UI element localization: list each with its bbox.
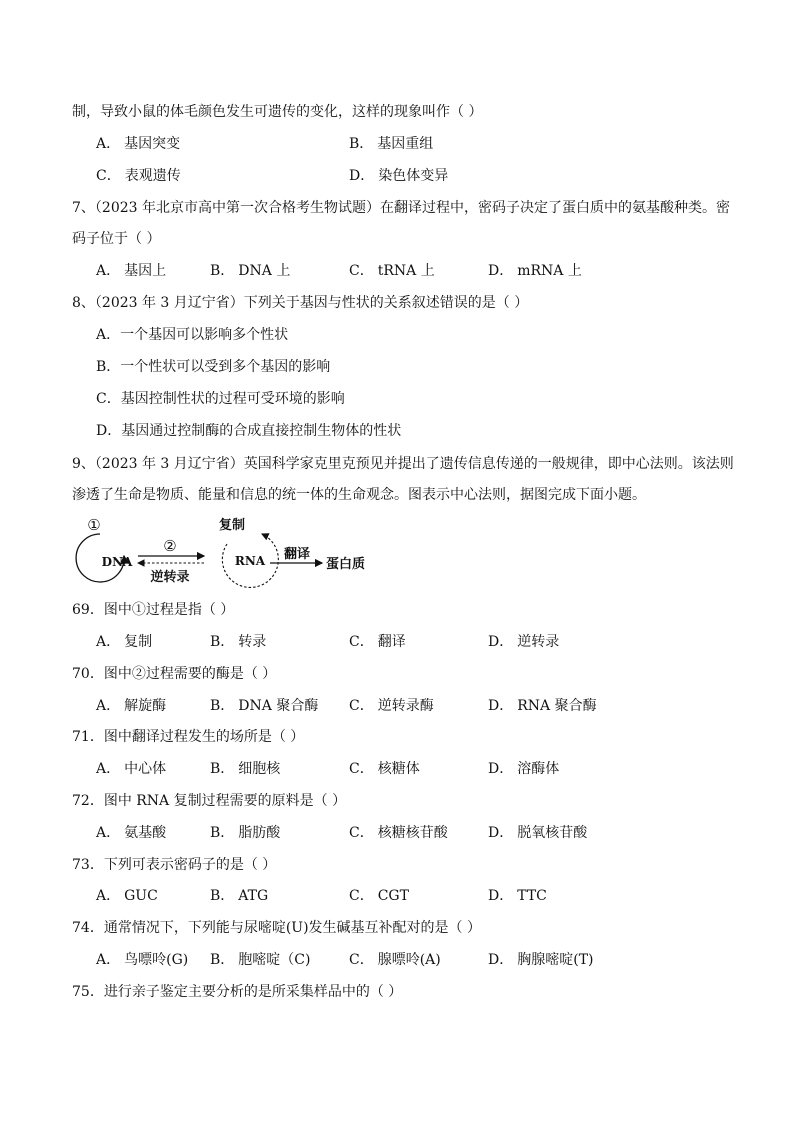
q74-option-d[interactable] <box>488 950 594 970</box>
option-text: 解旋酶 <box>124 698 167 714</box>
option-letter: C． <box>96 168 121 184</box>
q9-stem-line-1: 9、（2023 年 3 月辽宁省）英国科学家克里克预见并提出了遗传信息传递的一般规律，即中心法则。该法则 <box>72 456 734 472</box>
option-letter: D． <box>488 634 514 650</box>
q7-option-c[interactable] <box>349 261 435 281</box>
rna-label: RNA <box>234 554 266 568</box>
option-letter: B． <box>349 136 374 152</box>
q70-options-row <box>96 696 736 716</box>
option-letter: D． <box>488 888 514 904</box>
q73-option-a[interactable] <box>96 886 158 906</box>
option-text: tRNA 上 <box>377 263 435 279</box>
q7-option-d[interactable] <box>488 261 582 281</box>
q71-option-b[interactable] <box>210 759 280 779</box>
q8-option-b[interactable] <box>96 357 736 377</box>
q6-option-d[interactable] <box>349 166 448 186</box>
option-letter: C． <box>349 698 374 714</box>
replication-label: 复制 <box>218 518 246 533</box>
q74-stem: 74．通常情况下，下列能与尿嘧啶(U)发生碱基互补配对的是（ ） <box>72 920 481 936</box>
q71-options-row <box>96 759 736 779</box>
q71-stem: 71．图中翻译过程发生的场所是（ ） <box>72 729 305 745</box>
option-letter: B． <box>210 888 235 904</box>
q70-option-c[interactable] <box>349 696 434 716</box>
q7-options-row <box>96 261 736 281</box>
option-text: 基因重组 <box>377 136 434 152</box>
q72-stem: 72．图中 RNA 复制过程需要的原料是（ ） <box>72 793 347 809</box>
option-text: 染色体变异 <box>378 168 449 184</box>
q73-option-b[interactable] <box>210 886 268 906</box>
option-letter: B． <box>210 698 235 714</box>
option-text: 溶酶体 <box>517 761 560 777</box>
option-letter: C． <box>349 888 374 904</box>
option-text: 核糖核苷酸 <box>377 825 448 841</box>
q74-option-a[interactable] <box>96 950 188 970</box>
q8-option-c[interactable] <box>96 389 736 409</box>
q71-option-d[interactable] <box>488 759 559 779</box>
q70-stem: 70．图中②过程需要的酶是（ ） <box>72 666 277 682</box>
q74-option-b[interactable] <box>210 950 310 970</box>
q7-option-a[interactable] <box>96 261 166 281</box>
option-text: 逆转录 <box>517 634 560 650</box>
option-letter: A． <box>96 327 121 343</box>
option-text: 脱氧核苷酸 <box>517 825 588 841</box>
q70-option-a[interactable] <box>96 696 166 716</box>
q6-option-a[interactable] <box>96 134 180 154</box>
option-text: 胞嘧啶（C) <box>238 952 311 968</box>
option-text: CGT <box>377 888 409 904</box>
label-circle-2: ② <box>163 537 177 555</box>
option-letter: D． <box>96 423 122 439</box>
option-text: 复制 <box>124 634 153 650</box>
q7-option-b[interactable] <box>210 261 290 281</box>
q69-stem: 69．图中①过程是指（ ） <box>72 602 235 618</box>
option-letter: C． <box>349 263 374 279</box>
option-letter: B． <box>210 825 235 841</box>
option-text: 表观遗传 <box>124 168 181 184</box>
q72-option-b[interactable] <box>210 823 280 843</box>
q69-option-a[interactable] <box>96 632 152 652</box>
option-text: 鸟嘌呤(G) <box>124 952 189 968</box>
q70-option-d[interactable] <box>488 696 597 716</box>
option-text: TTC <box>517 888 547 904</box>
q75-stem: 75．进行亲子鉴定主要分析的是所采集样品中的（ ） <box>72 984 403 1000</box>
protein-label: 蛋白质 <box>326 557 366 572</box>
q8-option-a[interactable] <box>96 325 736 345</box>
option-letter: B． <box>210 263 235 279</box>
option-letter: D． <box>488 263 514 279</box>
option-text: 基因通过控制酶的合成直接控制生物体的性状 <box>121 423 402 439</box>
option-text: 基因控制性状的过程可受环境的影响 <box>120 391 345 407</box>
option-letter: B． <box>210 952 235 968</box>
option-text: GUC <box>124 888 158 904</box>
option-text: 脂肪酸 <box>238 825 281 841</box>
option-letter: A． <box>96 888 121 904</box>
q8-stem: 8、（2023 年 3 月辽宁省）下列关于基因与性状的关系叙述错误的是（ ） <box>72 295 529 311</box>
q7-stem-line-1: 7、（2023 年北京市高中第一次合格考生物试题）在翻译过程中，密码子决定了蛋白质中的氨基酸种类。密 <box>72 200 730 216</box>
option-letter: D． <box>488 761 514 777</box>
option-text: 细胞核 <box>238 761 281 777</box>
q72-option-c[interactable] <box>349 823 448 843</box>
q6-option-c[interactable] <box>96 166 181 186</box>
q6-options-row-1 <box>96 134 736 154</box>
q69-option-b[interactable] <box>210 632 266 652</box>
option-letter: C． <box>96 391 121 407</box>
label-circle-1: ① <box>87 516 101 534</box>
q7-stem-line-2: 码子位于（ ） <box>72 231 161 247</box>
q69-options-row <box>96 632 736 652</box>
option-letter: A． <box>96 263 121 279</box>
option-letter: D． <box>488 825 514 841</box>
q9-stem-line-2: 渗透了生命是物质、能量和信息的统一体的生命观念。图表示中心法则，据图完成下面小题。 <box>72 487 646 503</box>
q6-options-row-2 <box>96 166 736 186</box>
option-text: 翻译 <box>377 634 406 650</box>
q6-stem: 制，导致小鼠的体毛颜色发生可遗传的变化，这样的现象叫作（ ） <box>72 104 483 120</box>
q71-option-c[interactable] <box>349 759 420 779</box>
option-letter: C． <box>349 634 374 650</box>
option-text: 一个性状可以受到多个基因的影响 <box>120 359 331 375</box>
q71-option-a[interactable] <box>96 759 166 779</box>
option-letter: A． <box>96 952 121 968</box>
reverse-transcription-label: 逆转录 <box>150 570 190 585</box>
q74-option-c[interactable] <box>349 950 441 970</box>
q73-option-d[interactable] <box>488 886 547 906</box>
option-text: 逆转录酶 <box>377 698 434 714</box>
q8-option-d[interactable] <box>96 421 736 441</box>
q73-options-row <box>96 886 736 906</box>
option-letter: D． <box>349 168 375 184</box>
option-letter: A． <box>96 825 121 841</box>
q74-options-row <box>96 950 736 970</box>
option-letter: D． <box>488 698 514 714</box>
option-letter: A． <box>96 634 121 650</box>
option-text: mRNA 上 <box>517 263 582 279</box>
option-letter: A． <box>96 698 121 714</box>
option-text: DNA 上 <box>238 263 291 279</box>
option-text: 转录 <box>238 634 267 650</box>
option-text: DNA 聚合酶 <box>238 698 319 714</box>
option-text: 中心体 <box>124 761 167 777</box>
q72-option-a[interactable] <box>96 823 166 843</box>
central-dogma-diagram <box>72 516 392 588</box>
option-letter: C． <box>349 825 374 841</box>
q72-options-row <box>96 823 736 843</box>
option-letter: C． <box>349 952 374 968</box>
option-letter: D． <box>488 952 514 968</box>
q70-option-b[interactable] <box>210 696 318 716</box>
option-letter: A． <box>96 761 121 777</box>
option-letter: C． <box>349 761 374 777</box>
option-text: RNA 聚合酶 <box>517 698 597 714</box>
option-text: 基因突变 <box>124 136 181 152</box>
q6-option-b[interactable] <box>349 134 433 154</box>
q73-option-c[interactable] <box>349 886 409 906</box>
option-letter: B． <box>210 634 235 650</box>
option-letter: B． <box>96 359 121 375</box>
option-text: 基因上 <box>124 263 167 279</box>
option-text: ATG <box>238 888 269 904</box>
option-text: 氨基酸 <box>124 825 167 841</box>
q73-stem: 73．下列可表示密码子的是（ ） <box>72 857 277 873</box>
q69-option-c[interactable] <box>349 632 406 652</box>
option-text: 核糖体 <box>377 761 420 777</box>
option-letter: A． <box>96 136 121 152</box>
option-text: 一个基因可以影响多个性状 <box>120 327 289 343</box>
q69-option-d[interactable] <box>488 632 559 652</box>
dna-label: DNA <box>101 555 133 569</box>
q72-option-d[interactable] <box>488 823 587 843</box>
option-text: 腺嘌呤(A) <box>377 952 441 968</box>
option-letter: B． <box>210 761 235 777</box>
option-text: 胸腺嘧啶(T) <box>517 952 594 968</box>
translation-label: 翻译 <box>283 547 311 562</box>
